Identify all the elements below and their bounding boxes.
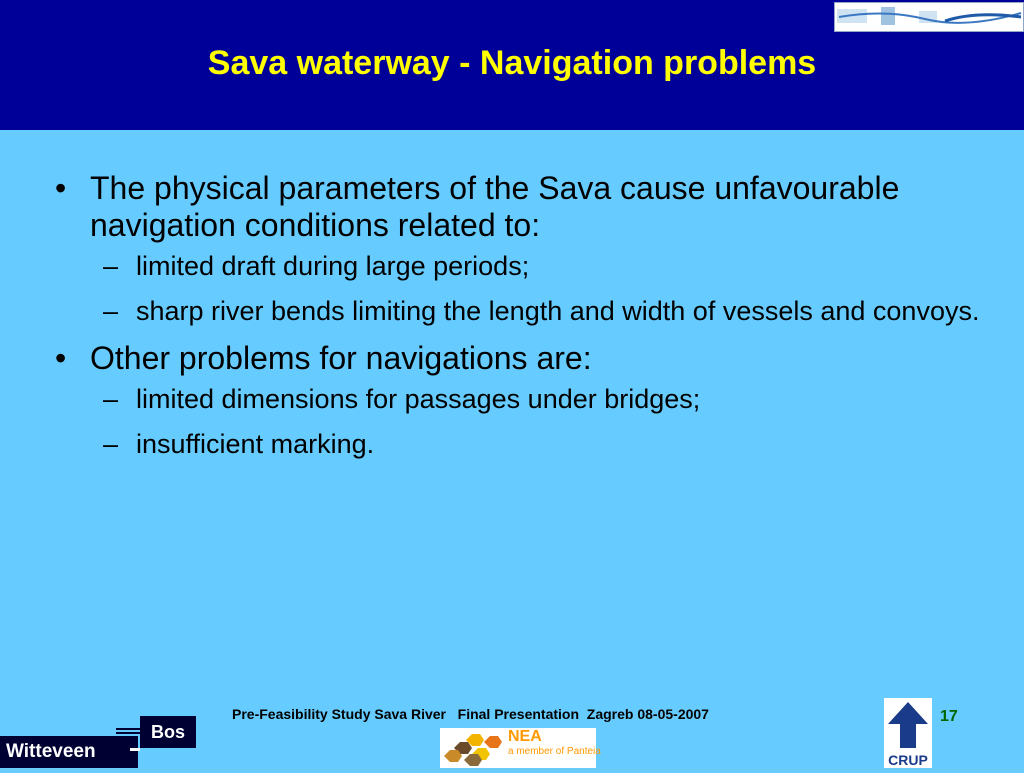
- top-logo: [834, 2, 1024, 32]
- bullet-text: Other problems for navigations are:: [90, 340, 592, 376]
- wave-logo-icon: [835, 3, 1023, 31]
- sub-bullet-item: [0, 428, 1024, 460]
- dash-marker: –: [103, 384, 119, 414]
- page-number: 17: [940, 708, 958, 725]
- footer-text: Pre-Feasibility Study Sava River Final Presentation Zagreb 08-05-2007: [232, 706, 709, 722]
- bullet-item: [0, 170, 1024, 244]
- witteveen-bos-stripes-icon: [116, 728, 140, 736]
- bos-logo-text: Bos: [140, 716, 196, 748]
- sub-bullet-text: limited dimensions for passages under bridges;: [136, 384, 701, 414]
- logo-dash-icon: [130, 748, 140, 751]
- crup-logo-text: CRUP: [888, 752, 928, 768]
- bullet-marker: •: [55, 340, 67, 376]
- nea-logo-text: NEA: [508, 728, 542, 745]
- slide-body: [0, 170, 1024, 473]
- hexagon-cluster-icon: [440, 728, 510, 768]
- sub-bullet-text: insufficient marking.: [136, 429, 375, 459]
- sub-bullet-item: [0, 295, 1024, 327]
- dash-marker: –: [103, 296, 119, 326]
- sub-bullet-text: sharp river bends limiting the length and width of vessels and convoys.: [136, 296, 980, 326]
- bullet-marker: •: [55, 170, 67, 206]
- dash-marker: –: [103, 429, 119, 459]
- sub-bullet-item: [0, 250, 1024, 282]
- nea-logo-subtext: a member of Panteia: [508, 746, 601, 757]
- sub-bullet-item: [0, 383, 1024, 415]
- sub-bullet-text: limited draft during large periods;: [136, 251, 530, 281]
- witteveen-logo-text: Witteveen: [0, 736, 138, 768]
- up-arrow-icon: [884, 698, 932, 750]
- slide-title: Sava waterway - Navigation problems: [207, 44, 817, 82]
- dash-marker: –: [103, 251, 119, 281]
- bullet-item: [0, 340, 1024, 377]
- bullet-text: The physical parameters of the Sava cause unfavourable navigation conditions related to:: [90, 170, 900, 243]
